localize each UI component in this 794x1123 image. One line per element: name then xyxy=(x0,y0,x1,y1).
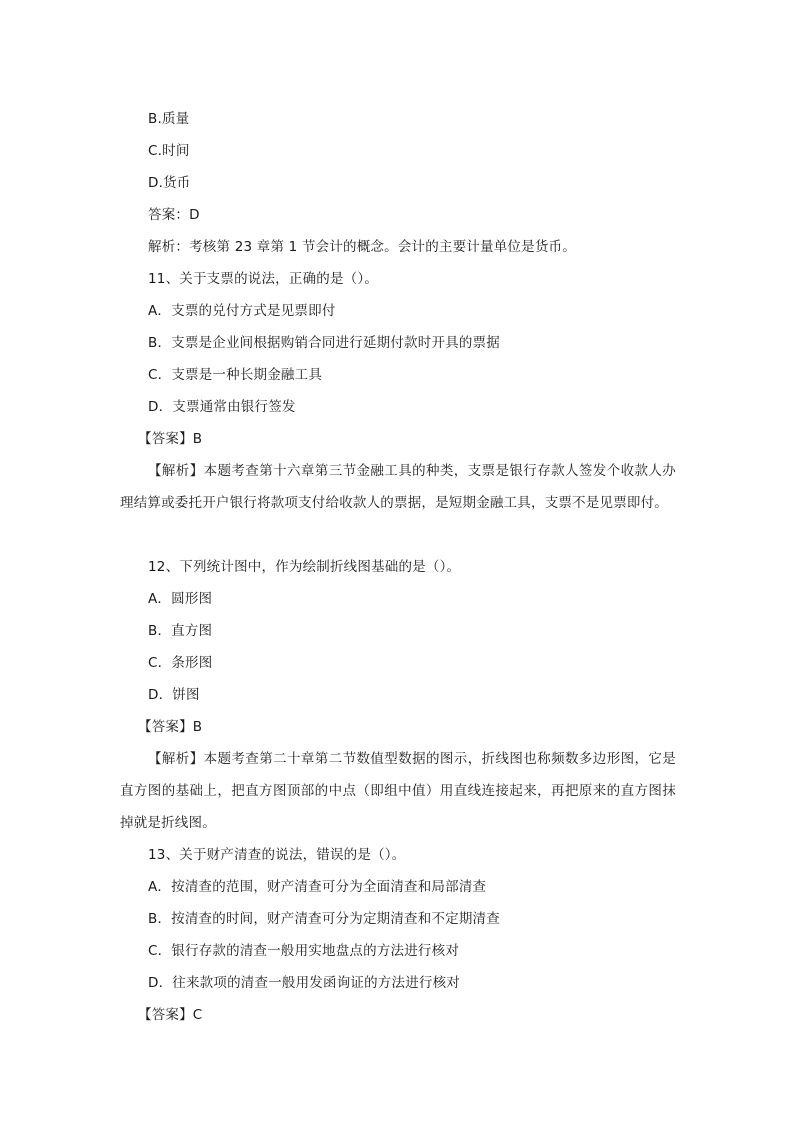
q12-option-b: B．直方图 xyxy=(148,623,213,639)
q10-analysis: 解析：考核第 23 章第 1 节会计的概念。会计的主要计量单位是货币。 xyxy=(148,239,576,255)
q10-answer: 答案：D xyxy=(148,207,200,223)
q13-option-a: A．按清查的范围，财产清查可分为全面清查和局部清查 xyxy=(148,879,487,895)
q11-option-b: B．支票是企业间根据购销合同进行延期付款时开具的票据 xyxy=(148,335,500,351)
q11-analysis: 【解析】本题考查第十六章第三节金融工具的种类，支票是银行存款人签发个收款人办理结算或委托开户银行将款项支付给收款人的票据，是短期金融工具，支票不是见票即付。 xyxy=(120,463,676,511)
q13-option-b: B．按清查的时间，财产清查可分为定期清查和不定期清查 xyxy=(148,911,500,927)
q11-answer: 【答案】B xyxy=(138,431,203,447)
q12-option-c: C．条形图 xyxy=(148,655,213,671)
q12-option-d: D．饼图 xyxy=(148,687,200,703)
q12-question: 12、下列统计图中，作为绘制折线图基础的是（）。 xyxy=(148,559,461,575)
q13-option-d: D．往来款项的清查一般用发函询证的方法进行核对 xyxy=(148,975,460,991)
q11-option-d: D．支票通常由银行签发 xyxy=(148,399,296,415)
q12-analysis: 【解析】本题考查第二十章第二节数值型数据的图示，折线图也称频数多边形图，它是直方图的基础上，把直方图顶部的中点（即组中值）用直线连接起来，再把原来的直方图抹掉就是折线图。 xyxy=(120,751,676,831)
q13-question: 13、关于财产清查的说法，错误的是（）。 xyxy=(148,847,406,863)
q12-option-a: A．圆形图 xyxy=(148,591,213,607)
q13-answer: 【答案】C xyxy=(138,1007,203,1023)
q10-option-c: C.时间 xyxy=(148,143,190,159)
q11-option-a: A．支票的兑付方式是见票即付 xyxy=(148,303,336,319)
q11-option-c: C．支票是一种长期金融工具 xyxy=(148,367,323,383)
q11-question: 11、关于支票的说法，正确的是（）。 xyxy=(148,271,379,287)
q12-answer: 【答案】B xyxy=(138,719,203,735)
q13-option-c: C．银行存款的清查一般用实地盘点的方法进行核对 xyxy=(148,943,460,959)
q10-option-b: B.质量 xyxy=(148,111,190,127)
q10-option-d: D.货币 xyxy=(148,175,191,191)
